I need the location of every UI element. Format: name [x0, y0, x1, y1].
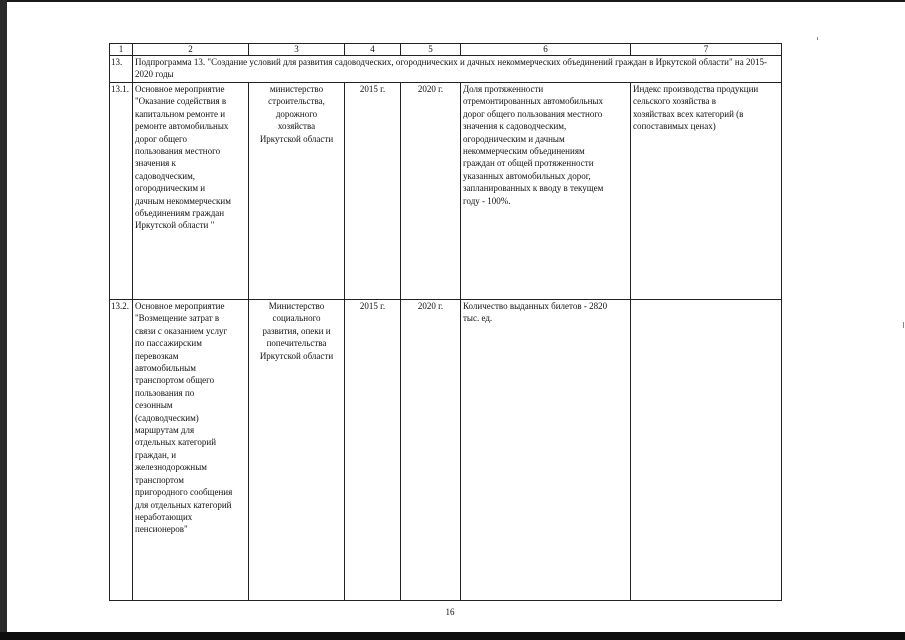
scan-edge-top — [0, 0, 905, 2]
start-year-cell: 2015 г. — [345, 300, 401, 601]
column-number: 7 — [631, 44, 782, 56]
indicator-cell: Количество выданных билетов - 2820 тыс. ед. — [461, 300, 631, 601]
start-year-cell: 2015 г. — [345, 83, 401, 300]
table-row — [110, 83, 782, 300]
page-number: 16 — [445, 607, 455, 617]
scan-edge-bottom — [0, 632, 905, 640]
row-number: 13.1. — [110, 83, 133, 300]
column-number: 2 — [133, 44, 249, 56]
subprogram-row — [110, 56, 782, 83]
table-row — [110, 300, 782, 601]
column-number: 5 — [401, 44, 461, 56]
column-number: 3 — [249, 44, 345, 56]
subprogram-number: 13. — [110, 56, 133, 83]
end-year-cell: 2020 г. — [401, 83, 461, 300]
indicator-cell: Доля протяженности отремонтированных автомобильных дорог общего пользования местного значения к садоводческим, огородническим и дачным некоммерческим объединениям граждан от общей протяженности указанных автомобильных дорог, запланированных к вводу в текущем году - 100%. — [461, 83, 631, 300]
program-indicator-cell: Индекс производства продукции сельского хозяйства в хозяйствах всех категорий (в сопоставимых ценах) — [631, 83, 782, 300]
end-year-cell: 2020 г. — [401, 300, 461, 601]
column-number: 4 — [345, 44, 401, 56]
scan-edge-left — [0, 0, 7, 640]
column-number-row — [110, 44, 782, 56]
event-cell: Основное мероприятие "Оказание содействия в капитальном ремонте и ремонте автомобильных дорог общего пользования местного значения к садоводческим, огородническим и дачным некоммерческим объединениям граждан Иркутской области " — [133, 83, 249, 300]
row-number: 13.2. — [110, 300, 133, 601]
program-table — [109, 43, 782, 601]
executor-cell: министерство строительства, дорожного хозяйства Иркутской области — [249, 83, 345, 300]
executor-cell: Министерство социального развития, опеки и попечительства Иркутской области — [249, 300, 345, 601]
program-indicator-cell — [631, 300, 782, 601]
event-cell: Основное мероприятие "Возмещение затрат в связи с оказанием услуг по пассажирским перевозкам автомобильным транспортом общего пользования по сезонным (садоводческим) маршрутам для отдельных категорий граждан, и железнодорожным транспортом пригородного сообщения для отдельных категорий неработающих пенсионеров" — [133, 300, 249, 601]
scan-speck — [903, 322, 904, 328]
column-number: 6 — [461, 44, 631, 56]
subprogram-title: Подпрограмма 13. "Создание условий для развития садоводческих, огороднических и дачных некоммерческих объединений граждан в Иркутской области" на 2015-2020 годы — [133, 56, 782, 83]
scan-speck — [817, 37, 818, 40]
column-number: 1 — [110, 44, 133, 56]
